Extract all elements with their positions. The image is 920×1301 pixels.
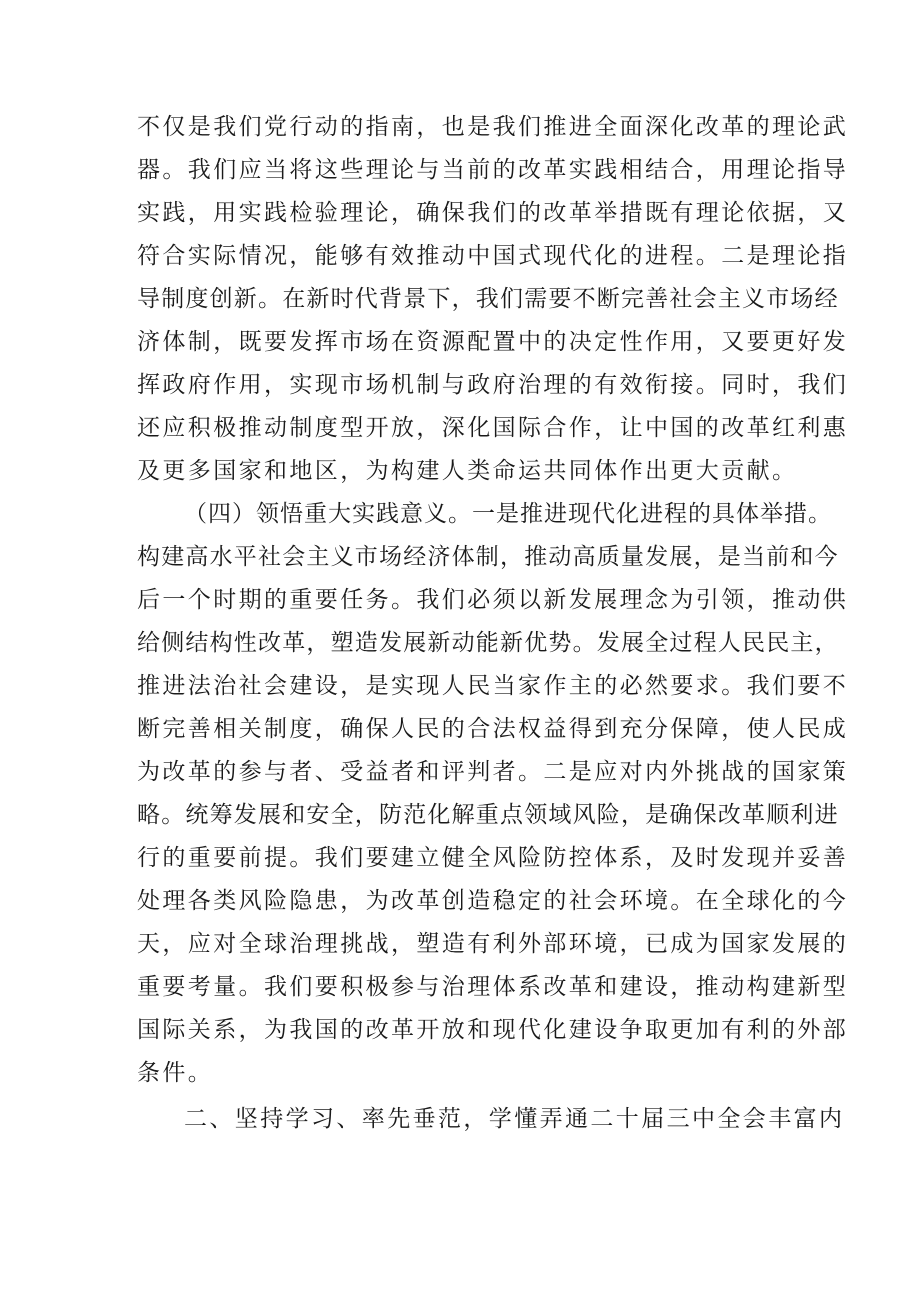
text-line: 器。我们应当将这些理论与当前的改革实践相结合，用理论指导 <box>137 157 849 183</box>
text-line: 略。统筹发展和安全，防范化解重点领域风险，是确保改革顺利进 <box>137 802 839 828</box>
text-line: 实践，用实践检验理论，确保我们的改革举措既有理论依据，又 <box>137 200 849 226</box>
text-line: 重要考量。我们要积极参与治理体系改革和建设，推动构建新型 <box>137 974 849 1000</box>
section-heading-line: （四）领悟重大实践意义。一是推进现代化进程的具体举措。 <box>184 501 832 527</box>
text-line: 条件。 <box>137 1060 214 1086</box>
text-line: 不仅是我们党行动的指南，也是我们推进全面深化改革的理论武 <box>137 114 849 140</box>
text-line: 构建高水平社会主义市场经济体制，推动高质量发展，是当前和今 <box>137 544 839 570</box>
text-line: 给侧结构性改革，塑造发展新动能新优势。发展全过程人民民主， <box>137 630 839 656</box>
text-line: 导制度创新。在新时代背景下，我们需要不断完善社会主义市场经 <box>137 286 839 312</box>
text-line: 天，应对全球治理挑战，塑造有利外部环境，已成为国家发展的 <box>137 931 849 957</box>
text-line: 挥政府作用，实现市场机制与政府治理的有效衔接。同时，我们 <box>137 372 849 398</box>
text-line: 为改革的参与者、受益者和评判者。二是应对内外挑战的国家策 <box>137 759 849 785</box>
chapter-heading-line: 二、坚持学习、率先垂范，学懂弄通二十届三中全会丰富内 <box>184 1106 845 1132</box>
text-line: 断完善相关制度，确保人民的合法权益得到充分保障，使人民成 <box>137 716 849 742</box>
text-line: 国际关系，为我国的改革开放和现代化建设争取更加有利的外部 <box>137 1017 849 1043</box>
text-line: 符合实际情况，能够有效推动中国式现代化的进程。二是理论指 <box>137 243 849 269</box>
text-line: 后一个时期的重要任务。我们必须以新发展理念为引领，推动供 <box>137 587 849 613</box>
text-line: 处理各类风险隐患，为改革创造稳定的社会环境。在全球化的今 <box>137 888 849 914</box>
text-line: 济体制，既要发挥市场在资源配置中的决定性作用，又要更好发 <box>137 329 849 355</box>
text-line: 及更多国家和地区，为构建人类命运共同体作出更大贡献。 <box>137 458 798 484</box>
text-line: 还应积极推动制度型开放，深化国际合作，让中国的改革红利惠 <box>137 415 849 441</box>
text-line: 推进法治社会建设，是实现人民当家作主的必然要求。我们要不 <box>137 673 849 699</box>
text-line: 行的重要前提。我们要建立健全风险防控体系，及时发现并妥善 <box>137 845 849 871</box>
